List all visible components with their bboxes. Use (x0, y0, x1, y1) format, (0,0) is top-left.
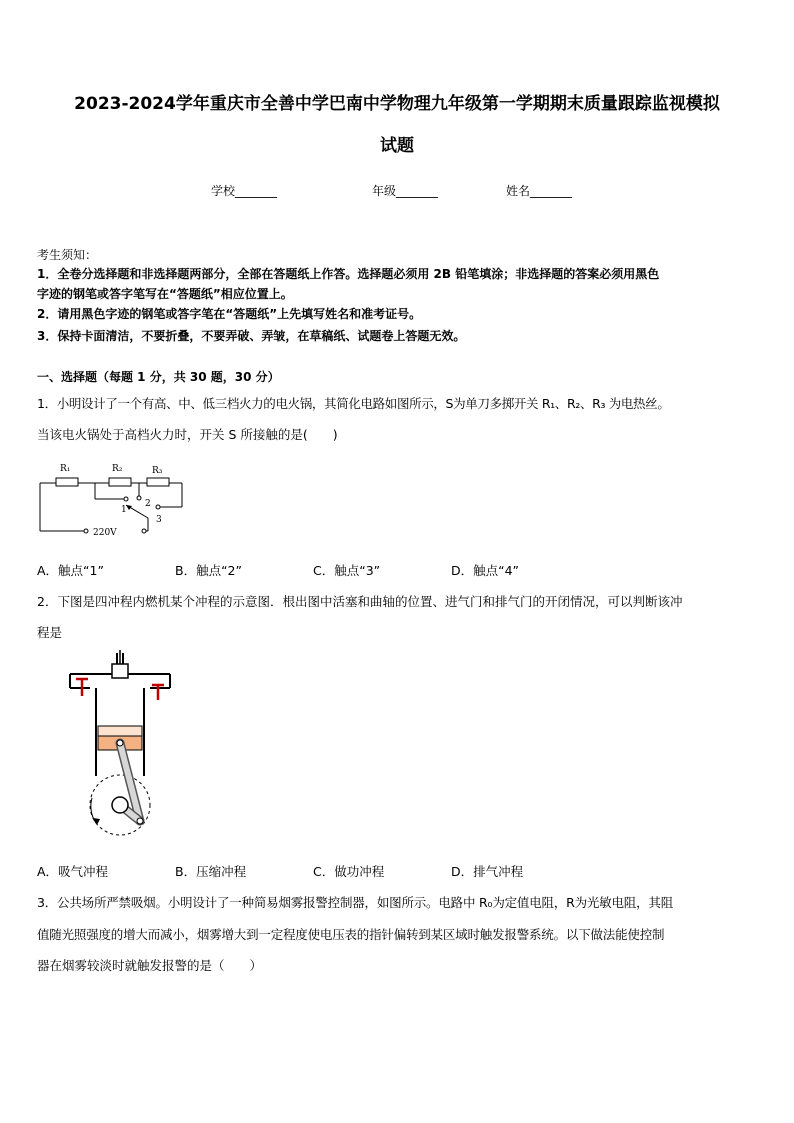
q2-option-b: B．压缩冲程 (175, 864, 247, 879)
q1-option-b: B．触点“2” (175, 563, 242, 578)
contact-3-label: 3 (156, 515, 162, 525)
school-field: 学校_______ (211, 184, 278, 198)
q1-circuit-diagram (36, 458, 196, 544)
q3-stem-line2: 值随光照强度的增大而减小，烟雾增大到一定程度使电压表的指针偏转到某区域时触发报警系统。以下做法能使控制 (37, 927, 665, 942)
q1-option-a: A．触点“1” (37, 563, 104, 578)
q1-stem-line1: 1．小明设计了一个有高、中、低三档火力的电火锅，其简化电路如图所示，S为单刀多掷开关 R₁、R₂、R₃ 为电热丝。 (37, 396, 670, 411)
q1-stem-line2: 当该电火锅处于高档火力时，开关 S 所接触的是( ) (37, 427, 338, 442)
exam-title-line1: 2023-2024学年重庆市全善中学巴南中学物理九年级第一学期期末质量跟踪监视模拟 (74, 94, 720, 114)
notice-item-2: 2．请用黑色字迹的钢笔或答字笔在“答题纸”上先填写姓名和准考证号。 (37, 307, 422, 321)
section-heading: 一、选择题（每题 1 分，共 30 题，30 分） (37, 370, 280, 384)
q2-option-d: D．排气冲程 (451, 864, 524, 879)
contact-1-label: 1 (121, 505, 127, 515)
r2-label: R₂ (112, 464, 123, 474)
grade-field: 年级_______ (372, 184, 439, 198)
q1-option-c: C．触点“3” (313, 563, 381, 578)
q2-stem-line1: 2．下图是四冲程内燃机某个冲程的示意图．根出图中活塞和曲轴的位置、进气门和排气门的开闭情况，可以判断该冲 (37, 594, 683, 609)
exam-title-line2: 试题 (380, 136, 414, 156)
r1-label: R₁ (60, 464, 71, 474)
q2-engine-diagram (60, 648, 180, 848)
notice-item-1-cont: 字迹的钢笔或答字笔写在“答题纸”相应位置上。 (37, 287, 293, 301)
notice-item-1: 1．全卷分选择题和非选择题两部分，全部在答题纸上作答。选择题必须用 2B 铅笔填涂；非选择题的答案必须用黑色 (37, 267, 660, 281)
q3-stem-line1: 3．公共场所严禁吸烟。小明设计了一种简易烟雾报警控制器，如图所示。电路中 R₀为定值电阻，R为光敏电阻，其阻 (37, 895, 674, 910)
notice-item-3: 3．保持卡面清洁，不要折叠，不要弄破、弄皱，在草稿纸、试题卷上答题无效。 (37, 329, 466, 343)
q2-stem-line2: 程是 (37, 625, 63, 640)
voltage-label: 220V (93, 528, 117, 538)
contact-2-label: 2 (145, 499, 151, 509)
q2-option-c: C．做功冲程 (313, 864, 385, 879)
q3-stem-line3: 器在烟雾较淡时就触发报警的是（ ） (37, 958, 263, 973)
name-field: 姓名_______ (506, 184, 573, 198)
notice-heading: 考生须知： (37, 248, 98, 262)
r3-label: R₃ (152, 466, 163, 476)
q1-option-d: D．触点“4” (451, 563, 520, 578)
q2-option-a: A．吸气冲程 (37, 864, 109, 879)
